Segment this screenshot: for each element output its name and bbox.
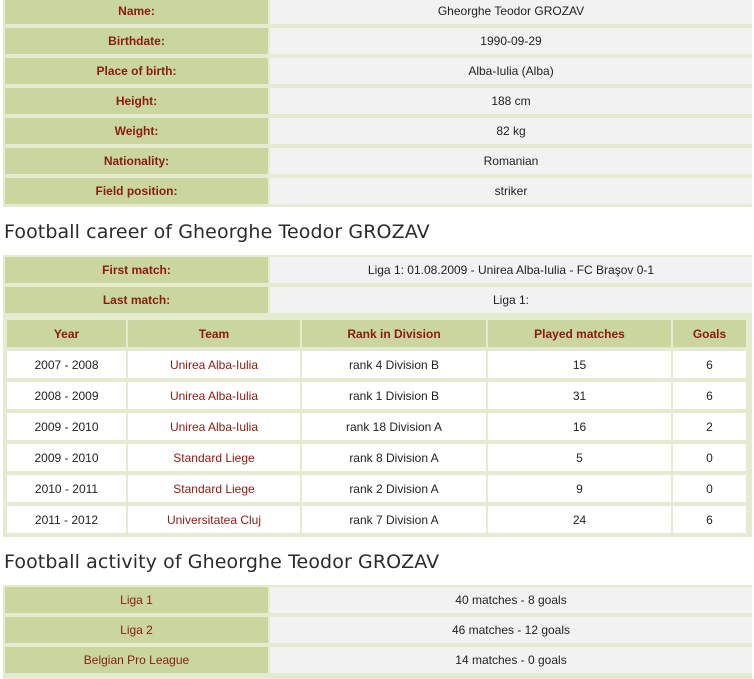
column-header-rank: Rank in Division (302, 320, 486, 347)
cell-year: 2007 - 2008 (7, 351, 126, 378)
profile-label: Weight: (5, 118, 268, 144)
cell-rank: rank 1 Division B (302, 382, 486, 409)
profile-row-weight (3, 116, 752, 146)
team-link[interactable]: Unirea Alba-Iulia (128, 413, 300, 440)
activity-row (3, 585, 752, 615)
activity-title: Football activity of Gheorghe Teodor GROZAV (4, 551, 440, 573)
activity-table (3, 585, 752, 679)
profile-label: Height: (5, 88, 268, 114)
first-match-value: Liga 1: 01.08.2009 - Unirea Alba-Iulia - FC Braşov 0-1 (270, 257, 752, 283)
profile-label: Nationality: (5, 148, 268, 174)
cell-played: 16 (488, 413, 671, 440)
table-row (5, 411, 750, 442)
first-match-label: First match: (5, 257, 268, 283)
table-row (5, 473, 750, 504)
column-header-team: Team (128, 320, 300, 347)
cell-goals: 6 (673, 506, 746, 533)
activity-row (3, 645, 752, 675)
column-header-goals: Goals (673, 320, 746, 347)
cell-rank: rank 7 Division A (302, 506, 486, 533)
column-header-year: Year (7, 320, 126, 347)
team-link[interactable]: Standard Liege (128, 475, 300, 502)
profile-row-field-position (3, 176, 752, 206)
cell-goals: 6 (673, 351, 746, 378)
profile-label: Field position: (5, 178, 268, 204)
league-link[interactable]: Liga 2 (5, 617, 268, 643)
activity-value: 14 matches - 0 goals (270, 647, 752, 673)
first-match-row (3, 255, 752, 285)
cell-played: 9 (488, 475, 671, 502)
activity-value: 46 matches - 12 goals (270, 617, 752, 643)
cell-rank: rank 2 Division A (302, 475, 486, 502)
cell-goals: 6 (673, 382, 746, 409)
league-link[interactable]: Liga 1 (5, 587, 268, 613)
last-match-label: Last match: (5, 287, 268, 313)
table-row (5, 349, 750, 380)
profile-row-birthdate (3, 26, 752, 56)
last-match-row (3, 285, 752, 315)
profile-value: Gheorghe Teodor GROZAV (270, 0, 752, 24)
cell-goals: 0 (673, 444, 746, 471)
profile-label: Birthdate: (5, 28, 268, 54)
table-row (5, 380, 750, 411)
cell-played: 24 (488, 506, 671, 533)
profile-table (3, 0, 752, 207)
profile-value: 82 kg (270, 118, 752, 144)
profile-label: Place of birth: (5, 58, 268, 84)
career-stats-table (5, 318, 750, 535)
cell-year: 2009 - 2010 (7, 413, 126, 440)
cell-rank: rank 4 Division B (302, 351, 486, 378)
profile-label: Name: (5, 0, 268, 24)
league-link[interactable]: Belgian Pro League (5, 647, 268, 673)
cell-year: 2011 - 2012 (7, 506, 126, 533)
cell-played: 5 (488, 444, 671, 471)
cell-rank: rank 18 Division A (302, 413, 486, 440)
team-link[interactable]: Universitatea Cluj (128, 506, 300, 533)
profile-value: striker (270, 178, 752, 204)
cell-rank: rank 8 Division A (302, 444, 486, 471)
cell-goals: 0 (673, 475, 746, 502)
column-header-played: Played matches (488, 320, 671, 347)
profile-row-name (3, 0, 752, 26)
profile-value: Romanian (270, 148, 752, 174)
table-row (5, 442, 750, 473)
cell-year: 2010 - 2011 (7, 475, 126, 502)
career-table-header (5, 318, 750, 349)
cell-year: 2009 - 2010 (7, 444, 126, 471)
team-link[interactable]: Unirea Alba-Iulia (128, 351, 300, 378)
profile-value: Alba-Iulia (Alba) (270, 58, 752, 84)
career-title: Football career of Gheorghe Teodor GROZAV (4, 221, 430, 243)
activity-row (3, 615, 752, 645)
activity-value: 40 matches - 8 goals (270, 587, 752, 613)
profile-row-height (3, 86, 752, 116)
cell-year: 2008 - 2009 (7, 382, 126, 409)
team-link[interactable]: Standard Liege (128, 444, 300, 471)
profile-row-place-of-birth (3, 56, 752, 86)
last-match-value: Liga 1: (270, 287, 752, 313)
cell-played: 31 (488, 382, 671, 409)
profile-row-nationality (3, 146, 752, 176)
profile-value: 1990-09-29 (270, 28, 752, 54)
table-row (5, 504, 750, 535)
profile-value: 188 cm (270, 88, 752, 114)
cell-goals: 2 (673, 413, 746, 440)
cell-played: 15 (488, 351, 671, 378)
team-link[interactable]: Unirea Alba-Iulia (128, 382, 300, 409)
